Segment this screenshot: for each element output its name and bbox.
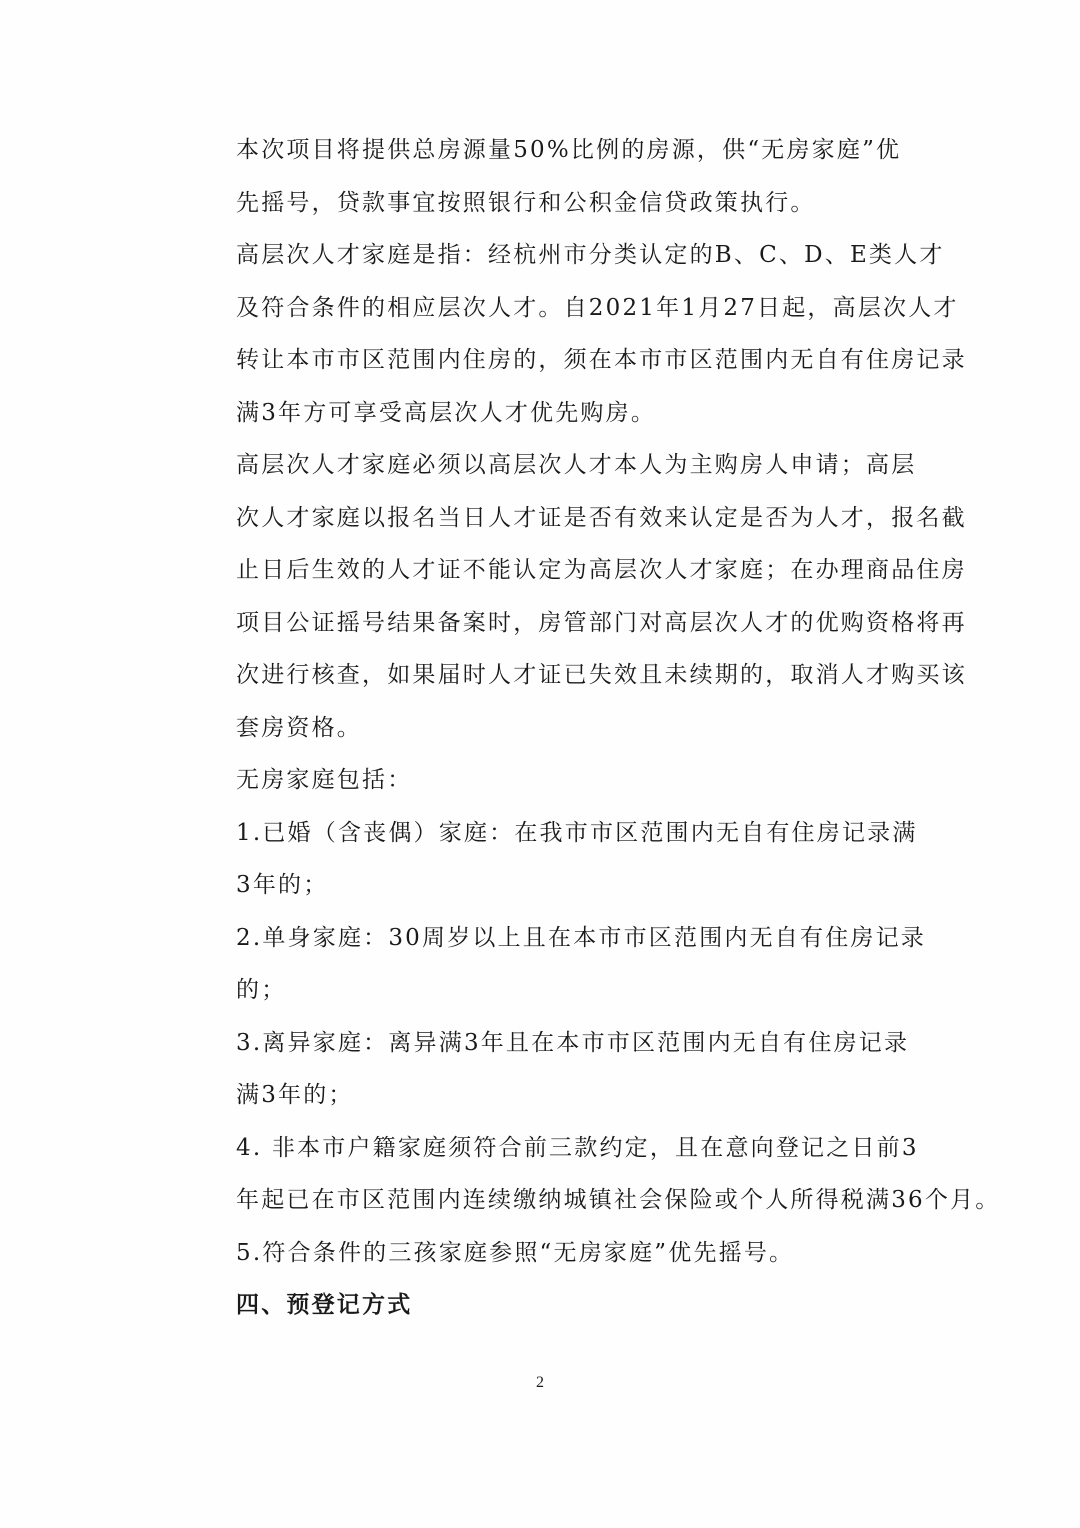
paragraph-no-house-intro (190, 754, 902, 807)
text-line: 满3年方可享受高层次人才优先购房。 (236, 399, 657, 426)
text-line: 4. 非本市户籍家庭须符合前三款约定，且在意向登记之日前3 (236, 1134, 919, 1161)
text-line: 本次项目将提供总房源量50%比例的房源，供“无房家庭”优 (236, 137, 902, 163)
document-body (190, 124, 1001, 1332)
text-line: 的； (236, 977, 287, 1003)
text-line: 年起已在市区范围内连续缴纳城镇社会保险或个人所得税满36个月。 (236, 1187, 1001, 1213)
text-line: 2.单身家庭：30周岁以上且在本市市区范围内无自有住房记录 (236, 924, 927, 951)
text-line: 次人才家庭以报名当日人才证是否有效来认定是否为人才，报名截 (236, 504, 967, 531)
text-line: 无房家庭包括： (236, 767, 413, 793)
text-line: 高层次人才家庭必须以高层次人才本人为主购房人申请；高层 (236, 452, 917, 478)
text-line: 5.符合条件的三孩家庭参照“无房家庭”优先摇号。 (236, 1239, 795, 1266)
paragraph-housing-ratio (190, 124, 902, 229)
text-line: 及符合条件的相应层次人才。自2021年1月27日起，高层次人才 (236, 294, 959, 321)
list-item-divorced (190, 1017, 910, 1122)
text-line: 止日后生效的人才证不能认定为高层次人才家庭；在办理商品住房 (236, 557, 967, 583)
text-line: 项目公证摇号结果备案时，房管部门对高层次人才的优购资格将再 (236, 609, 967, 636)
text-line: 先摇号，贷款事宜按照银行和公积金信贷政策执行。 (236, 189, 816, 216)
text-line: 3年的； (236, 872, 329, 898)
list-item-married (190, 807, 918, 912)
text-line: 满3年的； (236, 1082, 354, 1108)
page-number: 2 (536, 1374, 544, 1391)
text-line: 1.已婚（含丧偶）家庭：在我市市区范围内无自有住房记录满 (236, 819, 918, 846)
text-line: 套房资格。 (236, 714, 362, 741)
text-line: 转让本市市区范围内住房的，须在本市市区范围内无自有住房记录 (236, 347, 967, 373)
text-line: 次进行核查，如果届时人才证已失效且未续期的，取消人才购买该 (236, 662, 967, 688)
list-item-three-child (190, 1227, 902, 1280)
text-line: 3.离异家庭：离异满3年且在本市市区范围内无自有住房记录 (236, 1029, 910, 1056)
list-item-single (190, 912, 927, 1017)
text-line: 高层次人才家庭是指：经杭州市分类认定的B、C、D、E类人才 (236, 242, 945, 268)
paragraph-talent-application (190, 439, 967, 754)
list-item-non-local (190, 1122, 1001, 1227)
section-heading: 四、预登记方式 (236, 1291, 413, 1318)
paragraph-talent-definition (190, 229, 967, 439)
